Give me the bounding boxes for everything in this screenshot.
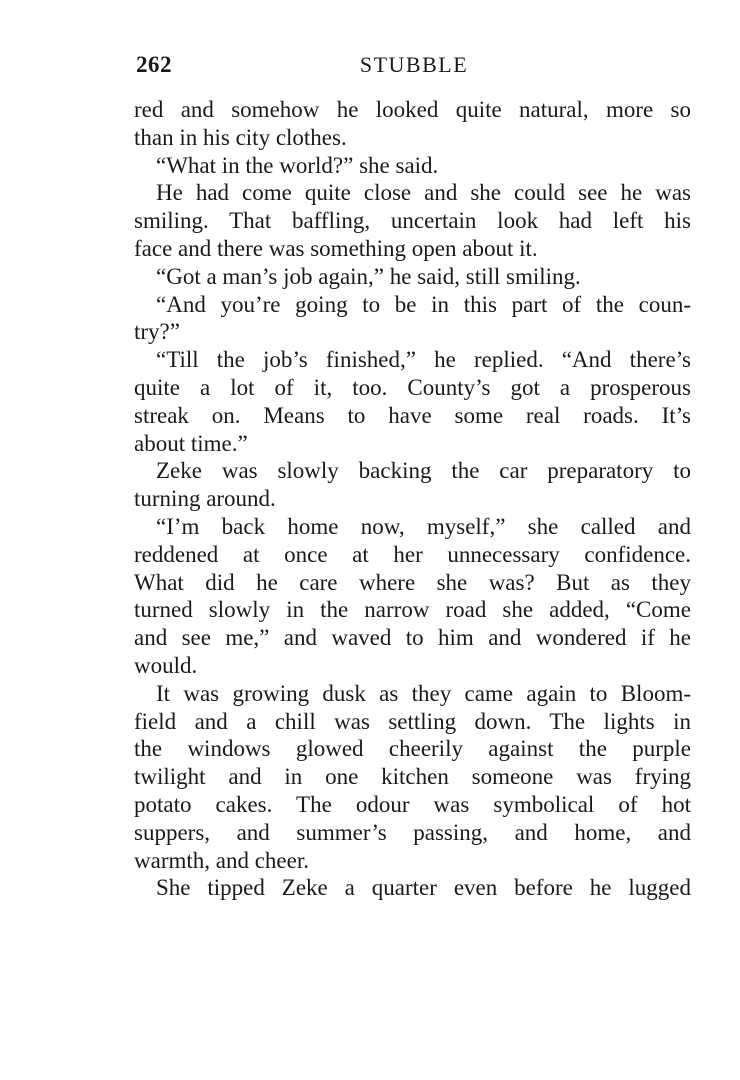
- page-number: 262: [136, 52, 172, 77]
- text-line: turning around.: [134, 486, 276, 512]
- text-line: “What in the world?” she said.: [156, 152, 439, 178]
- text-line: “Got a man’s job again,” he said, still smiling.: [156, 263, 581, 289]
- body-text: [134, 96, 691, 902]
- text-line: Zeke was slowly backing the car preparatory to: [156, 458, 691, 484]
- text-line: red and somehow he looked quite natural, more so: [134, 97, 691, 122]
- text-line: potato cakes. The odour was symbolical of hot: [134, 791, 691, 817]
- text-line: suppers, and summer’s passing, and home, and: [134, 819, 691, 845]
- text-line: He had come quite close and she could see he was: [156, 180, 691, 206]
- text-line: try?”: [134, 319, 180, 345]
- text-line: twilight and in one kitchen someone was frying: [134, 764, 691, 790]
- text-line: reddened at once at her unnecessary confidence.: [134, 541, 691, 567]
- text-line: It was growing dusk as they came again to Bloom-: [156, 680, 691, 706]
- text-line: than in his city clothes.: [134, 124, 347, 150]
- text-line: would.: [134, 652, 198, 678]
- text-line: “Till the job’s finished,” he replied. “And there’s: [156, 347, 691, 373]
- text-line: smiling. That baffling, uncertain look had left his: [134, 208, 691, 234]
- text-line: turned slowly in the narrow road she added, “Come: [134, 597, 691, 623]
- text-line: and see me,” and waved to him and wondered if he: [134, 625, 691, 651]
- text-line: “I’m back home now, myself,” she called and: [156, 513, 691, 539]
- text-line: She tipped Zeke a quarter even before he lugged: [156, 875, 691, 901]
- text-line: warmth, and cheer.: [134, 847, 309, 873]
- text-line: streak on. Means to have some real roads. It’s: [134, 402, 691, 428]
- text-line: What did he care where she was? But as they: [134, 569, 691, 595]
- page-header: [134, 52, 694, 84]
- text-line: “And you’re going to be in this part of the coun-: [156, 291, 691, 317]
- text-line: face and there was something open about it.: [134, 235, 538, 261]
- text-line: field and a chill was settling down. The lights in: [134, 708, 691, 734]
- text-line: quite a lot of it, too. County’s got a prosperous: [134, 374, 691, 400]
- running-head: STUBBLE: [359, 52, 469, 77]
- text-line: the windows glowed cheerily against the purple: [134, 736, 691, 762]
- text-line: about time.”: [134, 430, 248, 456]
